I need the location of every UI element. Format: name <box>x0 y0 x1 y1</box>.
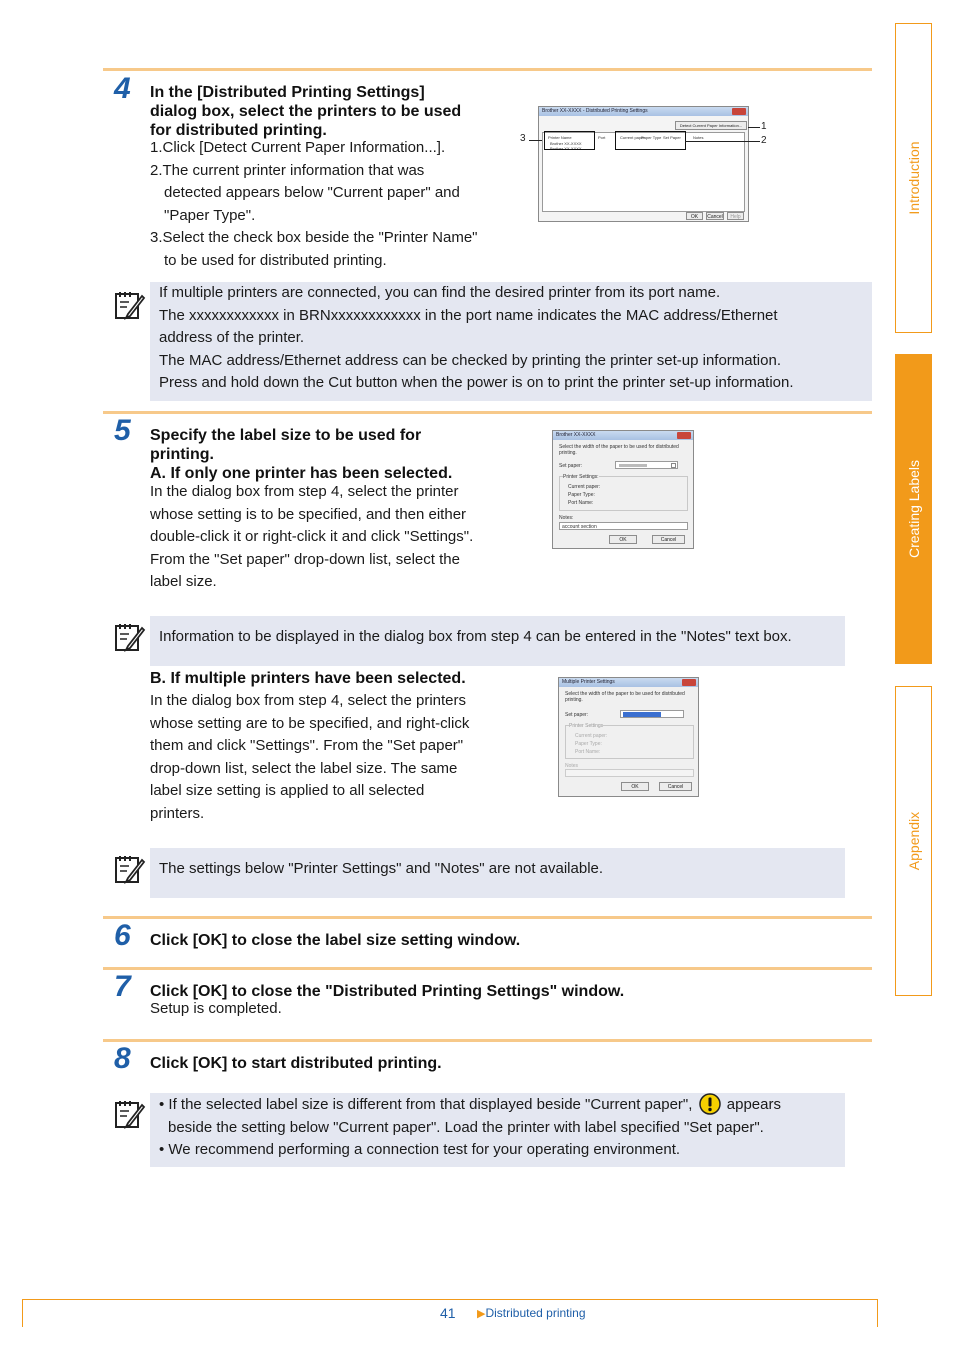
notes-input: account section <box>559 522 688 530</box>
dialog-title: Multiple Printer Settings <box>559 678 698 687</box>
step-body: In the dialog box from step 4, select the printer whose setting is to be specified, and then either double-click it or right-click it and click "Settings". From the "Set paper" drop-down list, select the label size. <box>150 483 474 590</box>
step-body: In the dialog box from step 4, select the printers whose setting are to be specified, and right-click them and click "Settings". From the "Set paper" drop-down list, select the label size. The same label size setting is applied to all selected printers. <box>150 692 470 822</box>
close-icon <box>682 679 696 686</box>
callout-line <box>685 141 760 142</box>
dialog-instruction: Select the width of the paper to be used for distributed printing. <box>559 444 679 456</box>
callout-line <box>529 140 542 141</box>
footer-rule <box>22 1299 878 1300</box>
set-paper-select <box>615 461 678 469</box>
footer-rule <box>22 1299 23 1327</box>
note-box: The settings below "Printer Settings" and "Notes" are not available. <box>150 848 845 898</box>
group-label: Printer Settings: <box>563 474 599 480</box>
cancel-button: Cancel <box>652 535 685 544</box>
field-paper-type: Paper Type: <box>568 492 595 498</box>
field-current-paper: Current paper: <box>568 484 601 490</box>
set-paper-label: Set paper: <box>559 463 583 469</box>
ok-button: OK <box>621 782 649 791</box>
arrow-right-icon: ▶ <box>477 1308 486 1320</box>
col-notes: Notes <box>693 135 704 140</box>
step-number: 8 <box>114 1042 131 1075</box>
step-number: 7 <box>114 970 131 1003</box>
set-paper-label: Set paper: <box>565 712 589 718</box>
field-current-paper: Current paper: <box>575 733 608 739</box>
step-heading: Specify the label size to be used for printing. A. If only one printer has been selected. <box>150 427 453 482</box>
close-icon <box>677 432 691 439</box>
step-heading: Click [OK] to start distributed printing. <box>150 1055 442 1072</box>
step-number: 6 <box>114 919 131 952</box>
table-row: Brother XX-XXXX <box>550 141 582 146</box>
col-port: Port <box>598 135 606 140</box>
help-button: Help <box>727 212 744 220</box>
section-rule <box>103 1039 872 1042</box>
dialog-title: Brother XX-XXXX <box>553 431 693 440</box>
section-rule <box>103 916 872 919</box>
warning-exclamation-icon <box>699 1093 721 1115</box>
field-paper-type: Paper Type: <box>575 741 602 747</box>
tab-appendix[interactable]: Appendix <box>895 686 932 996</box>
step-heading: In the [Distributed Printing Settings] dialog box, select the printers to be used for distributed printing. <box>150 84 462 139</box>
note-pencil-icon <box>114 290 146 322</box>
tab-creating-labels[interactable]: Creating Labels <box>895 354 932 664</box>
page-number: 41 <box>440 1305 456 1321</box>
note-box: If multiple printers are connected, you can find the desired printer from its port name. The xxxxxxxxxxxx in BRNxxxxxxxxxxxx in the port name indicates the MAC address/Ethernet address of the printer. The MAC address/Ethernet address can be checked by printing the printer set-up information. Press and hold down the Cut button when the power is on to print the printer set-up information. <box>150 282 872 401</box>
step-heading: Click [OK] to close the "Distributed Printing Settings" window. <box>150 983 625 1000</box>
notes-label: Notes <box>565 763 579 769</box>
single-printer-settings-screenshot <box>552 430 694 549</box>
col-set-paper: Set Paper <box>663 135 681 140</box>
footer-rule <box>877 1299 878 1327</box>
tab-introduction[interactable]: Introduction <box>895 23 932 333</box>
step-body: 1.Click [Detect Current Paper Information...]. 2.The current printer information that was detected appears below "Current paper" and "Paper Type". 3.Select the check box beside the "Printer Name" to be used for distributed printing. <box>150 139 478 269</box>
callout-1: 1 <box>761 121 767 132</box>
highlight-box <box>615 131 686 150</box>
step-heading: Click [OK] to close the label size setting window. <box>150 932 521 949</box>
step-number: 5 <box>114 414 131 447</box>
callout-line <box>748 127 760 128</box>
ok-button: OK <box>609 535 637 544</box>
cancel-button: Cancel <box>659 782 692 791</box>
section-rule <box>103 967 872 970</box>
ok-button: OK <box>686 212 703 220</box>
footer-section-link[interactable]: ▶Distributed printing <box>477 1306 586 1320</box>
table-row: Brother XX-XXXX <box>550 146 582 151</box>
cancel-button: Cancel <box>707 214 723 220</box>
section-rule <box>103 68 872 71</box>
callout-3: 3 <box>520 133 526 144</box>
step-number: 4 <box>114 72 131 105</box>
col-paper-type: Paper Type <box>641 135 662 140</box>
note-box: Information to be displayed in the dialog box from step 4 can be entered in the "Notes" text box. <box>150 616 845 666</box>
highlight-box <box>544 131 595 150</box>
set-paper-select <box>620 710 684 718</box>
callout-2: 2 <box>761 135 767 146</box>
close-icon <box>732 108 746 115</box>
step-body: Setup is completed. <box>150 1000 282 1017</box>
note-pencil-icon <box>114 854 146 886</box>
col-current-paper: Current paper <box>620 135 645 140</box>
detect-paper-button: Detect Current Paper Information... <box>675 121 747 130</box>
field-port-name: Port Name: <box>568 500 594 506</box>
section-rule <box>103 411 872 414</box>
distributed-printing-settings-screenshot <box>538 106 749 222</box>
notes-input <box>565 769 694 777</box>
note-box: • If the selected label size is different from that displayed beside "Current paper", appears beside the setting below "Current paper". Load the printer with label specified "Set paper". • We recommend performing a connection test for your operating environment. <box>150 1093 845 1167</box>
sub-heading: B. If multiple printers have been selected. <box>150 670 466 687</box>
note-pencil-icon <box>114 1099 146 1131</box>
group-label: Printer Settings <box>569 723 604 729</box>
field-port-name: Port Name: <box>575 749 601 755</box>
notes-label: Notes: <box>559 515 574 521</box>
col-printer-name: Printer Name <box>548 135 572 140</box>
dialog-instruction: Select the width of the paper to be used for distributed printing. <box>565 691 685 703</box>
note-pencil-icon <box>114 622 146 654</box>
dialog-title: Brother XX-XXXX - Distributed Printing Settings <box>539 107 748 116</box>
multiple-printer-settings-screenshot <box>558 677 699 797</box>
